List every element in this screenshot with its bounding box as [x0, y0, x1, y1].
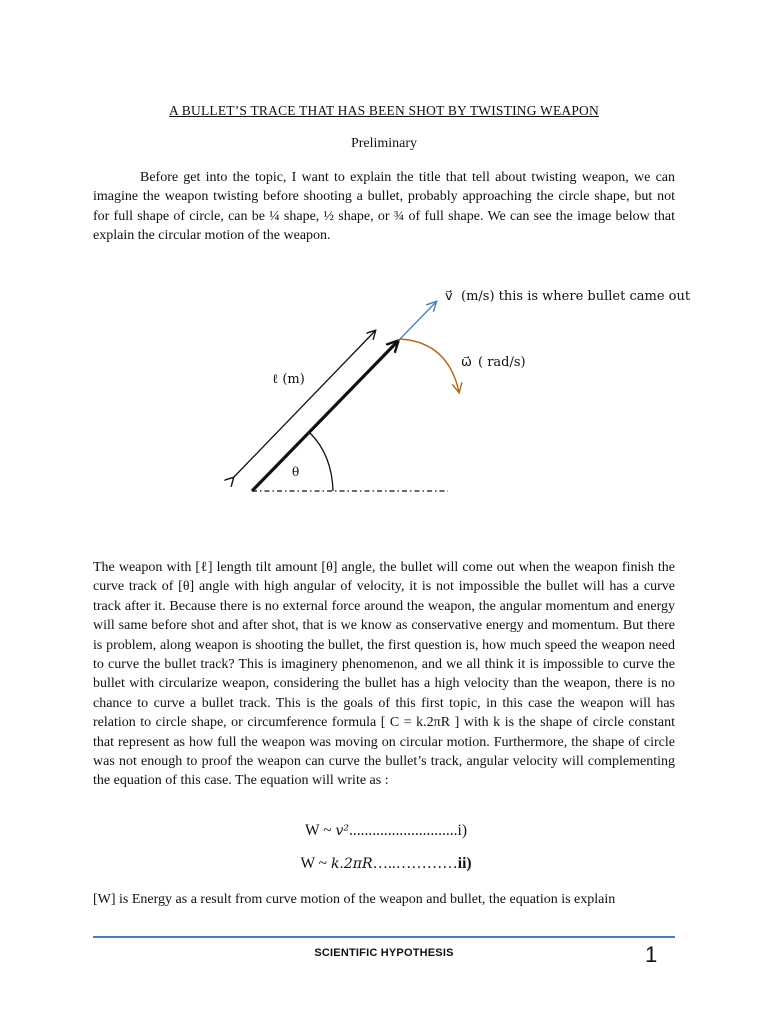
angle-arc [310, 433, 333, 491]
equation-2: W ~ k.2πR…..…………ii) [300, 855, 472, 872]
angular-velocity-arrow [400, 339, 459, 392]
angle-label: θ [292, 465, 300, 479]
equation-1: W ~ v²............................i) [305, 822, 467, 839]
weapon-arrow [252, 341, 398, 491]
intro-paragraph: Before get into the topic, I want to explain the title that tell about twisting weapon, we can imagine the weapon twisting before shooting a bullet, probably approaching the circle shape, but not for full shape of circle, can be ¼ shape, ½ shape, or ¾ of full shape. We can see the image below that explain the circular motion of the weapon. [93, 170, 675, 244]
omega-symbol: ω⃗ [461, 355, 472, 370]
length-label: ℓ (m) [272, 372, 305, 387]
velocity-symbol: v⃗ [445, 289, 453, 304]
velocity-label: (m/s) this is where bullet came out [461, 289, 691, 304]
document-title: A BULLET’S TRACE THAT HAS BEEN SHOT BY TWISTING WEAPON [169, 103, 599, 118]
page-number: 1 [645, 942, 658, 967]
section-heading: Preliminary [350, 136, 418, 151]
weapon-diagram [0, 270, 768, 510]
length-dimension-arrow [233, 331, 375, 478]
main-paragraph: The weapon with [ℓ] length tilt amount [θ] angle, the bullet will come out when the weapon finish the curve track of [θ] angle with high angular of velocity, it is not impossible the bullet will has a curve track after it. Because there is no external force around the weapon, the angular momentum and energy will same before shot and after shot, that is we know as conservative energy and momentum. But there is problem, along weapon is shooting the bullet, the first question is, how much speed the weapon need to curve the bullet track? This is imaginery phenomenon, and we all think it is impossible to curve the bullet with circularize weapon, considering the bullet has a high velocity than the weapon, there is no chance to curve a bullet track. This is the goals of this first topic, in this case the weapon will has relation to circle shape, or circumference formula [ C = k.2πR ] with k is the shape of circle constant that represent as how full the weapon was moving on circular motion. Furthermore, the shape of circle was not enough to proof the weapon can curve the bullet’s track, angular velocity will complementing the equation of this case. The equation will write as : [93, 560, 675, 789]
omega-label: ( rad/s) [478, 355, 526, 370]
closing-paragraph: [W] is Energy as a result from curve motion of the weapon and bullet, the equation is explain [93, 892, 616, 907]
velocity-arrow [398, 302, 436, 341]
footer-rule [93, 936, 675, 938]
footer-label: SCIENTIFIC HYPOTHESIS [314, 947, 454, 959]
